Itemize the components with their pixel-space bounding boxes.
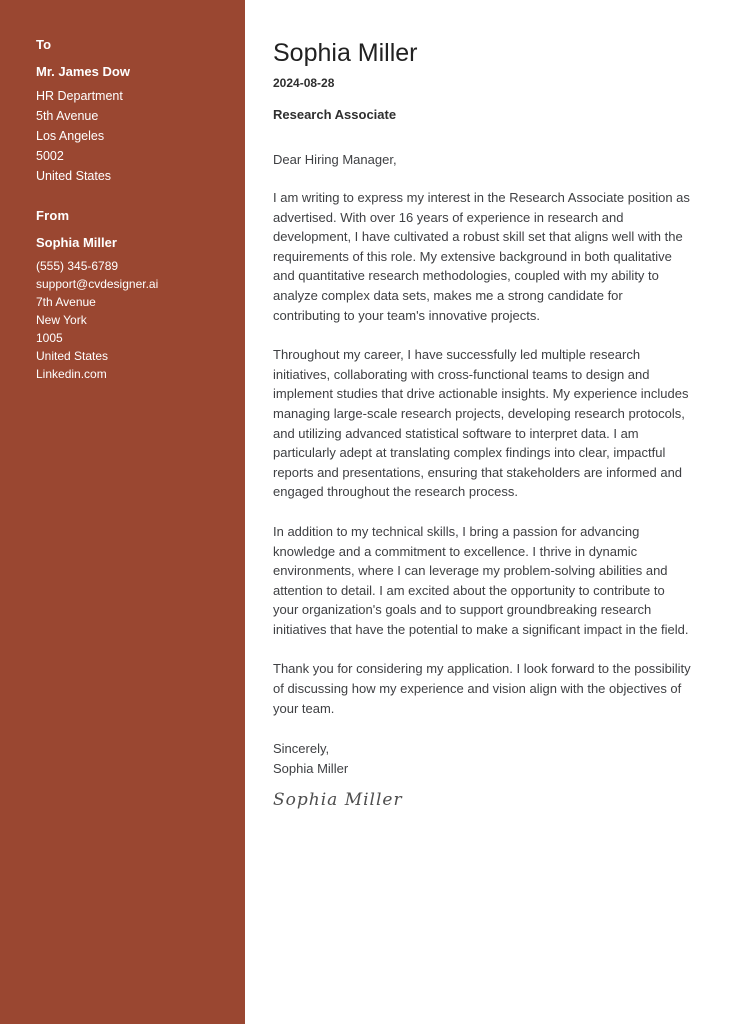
handwritten-signature: Sophia Miller: [273, 790, 403, 811]
recipient-department: HR Department: [36, 89, 123, 103]
job-title: Research Associate: [273, 107, 397, 122]
recipient-country: United States: [36, 169, 112, 183]
paragraph-introduction: I am writing to express my interest in the Research Associate position as advertised. With over 16 years of experience in research and development, I have cultivated a robust skill set that aligns well with the requirements of this role. My extensive background in both qualitative and quantitative research methodologies, coupled with my ability to analyze complex data sets, makes me a strong candidate for contributing to your team's innovative projects.: [273, 190, 690, 323]
sender-street: 7th Avenue: [36, 295, 96, 309]
recipient-name: Mr. James Dow: [36, 64, 130, 79]
recipient-block: [36, 37, 225, 186]
recipient-city: Los Angeles: [36, 129, 105, 143]
sender-city: New York: [36, 313, 87, 327]
sender-phone: (555) 345-6789: [36, 259, 119, 273]
recipient-street: 5th Avenue: [36, 109, 99, 123]
paragraph-experience: Throughout my career, I have successfully led multiple research initiatives, collaborating with cross-functional teams to design and implement studies that drive actionable insights. My experience includes managing large-scale research projects, developing research protocols, and utilizing advanced statistical software to interpret data. I am particularly adept at translating complex findings into clear, impactful reports and presentations, ensuring that stakeholders are informed and engaged throughout the research process.: [273, 347, 689, 500]
sender-zip: 1005: [36, 331, 63, 345]
sender-country: United States: [36, 349, 109, 363]
contact-sidebar: [0, 0, 245, 1024]
applicant-name-title: Sophia Miller: [273, 39, 418, 67]
recipient-heading: To: [36, 37, 52, 52]
salutation: Dear Hiring Manager,: [273, 152, 397, 167]
sender-block: [36, 208, 225, 383]
paragraph-thanks: Thank you for considering my application. I look forward to the possibility of discussing how my experience and vision align with the objectives of your team.: [273, 661, 691, 716]
recipient-zip: 5002: [36, 149, 64, 163]
sender-email: support@cvdesigner.ai: [36, 277, 159, 291]
letter-body: [245, 0, 730, 1024]
letter-date: 2024-08-28: [273, 76, 335, 90]
sender-linkedin: Linkedin.com: [36, 367, 107, 381]
sender-name: Sophia Miller: [36, 235, 117, 250]
paragraph-skills: In addition to my technical skills, I bring a passion for advancing knowledge and a commitment to excellence. I thrive in dynamic environments, where I can leverage my problem-solving abilities and attention to detail. I am excited about the opportunity to contribute to your organization's goals and to support groundbreaking research initiatives that have the potential to make a significant impact in the field.: [273, 523, 689, 637]
sender-heading: From: [36, 208, 70, 223]
closing-name: Sophia Miller: [273, 760, 349, 776]
closing-word: Sincerely,: [273, 741, 330, 757]
